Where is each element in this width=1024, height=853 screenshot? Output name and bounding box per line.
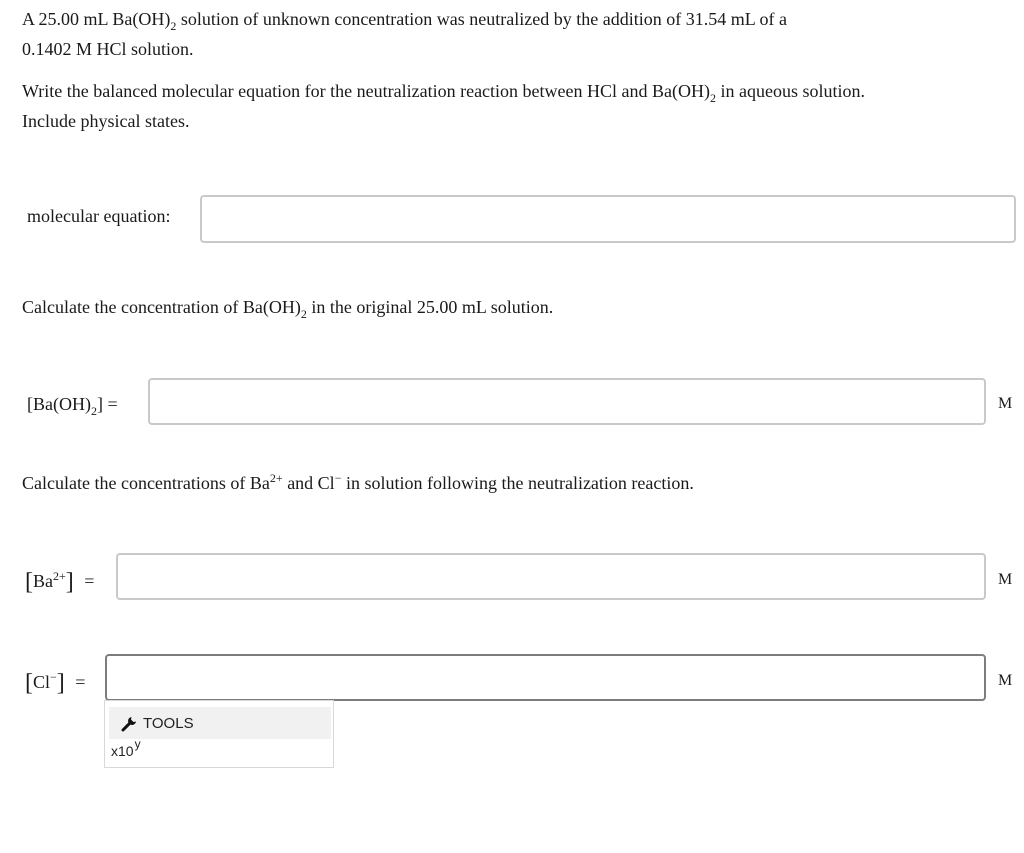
prompt-text: Calculate the concentrations of Ba [22, 473, 270, 493]
tools-panel [104, 700, 334, 768]
tools-button[interactable] [109, 707, 331, 739]
ba-ion-concentration-label [25, 568, 95, 595]
prompt-text: Calculate the concentration of Ba(OH) [22, 297, 301, 317]
x10-label: x10 [111, 743, 134, 759]
subscript: 2 [710, 91, 716, 105]
scientific-notation-button[interactable] [111, 737, 141, 759]
cl-ion-unit-label: M [998, 672, 1013, 689]
q3-prompt [22, 471, 694, 493]
q1-prompt-line-2 [22, 112, 189, 130]
tools-label: TOOLS [143, 714, 194, 732]
field-label: Ba [33, 571, 53, 591]
x10-exponent: y [134, 737, 141, 751]
prompt-text: Include physical states. [22, 111, 190, 131]
baoh2-concentration-label [27, 394, 118, 418]
superscript: 2+ [53, 569, 66, 583]
baoh2-concentration-input[interactable] [148, 378, 986, 425]
superscript: − [334, 471, 342, 485]
field-label: molecular equation: [27, 206, 171, 226]
problem-line-1 [22, 9, 788, 33]
superscript: 2+ [269, 471, 283, 485]
bracket-open: [ [25, 670, 33, 696]
problem-text: solution of unknown concentration was neutralized by the addition of 31.54 mL of a [176, 9, 788, 29]
prompt-text: in solution following the neutralization reaction. [341, 473, 694, 493]
baoh2-unit-label: M [998, 395, 1013, 412]
molecular-equation-input[interactable] [200, 195, 1016, 243]
problem-text: 0.1402 M HCl solution. [22, 39, 194, 59]
prompt-text: and Cl [282, 473, 335, 493]
bracket-close: ] [56, 670, 65, 696]
ba-ion-unit-label: M [998, 571, 1013, 588]
equals-sign: = [84, 571, 95, 591]
bracket-open: [ [25, 569, 33, 595]
q1-prompt-line-1 [22, 81, 865, 105]
subscript: 2 [90, 404, 97, 418]
problem-line-2 [22, 40, 194, 58]
problem-text: A 25.00 mL Ba(OH) [22, 9, 171, 29]
wrench-icon [121, 714, 139, 732]
cl-ion-concentration-input[interactable] [105, 654, 986, 701]
molecular-equation-label [27, 207, 170, 225]
prompt-text: in aqueous solution. [716, 81, 865, 101]
ba-ion-concentration-input[interactable] [116, 553, 986, 600]
bracket-close: ] [65, 569, 74, 595]
field-label: Cl [33, 672, 51, 692]
prompt-text: in the original 25.00 mL solution. [306, 297, 554, 317]
prompt-text: Write the balanced molecular equation for the neutralization reaction between HCl and Ba(OH) [22, 81, 710, 101]
subscript: 2 [170, 19, 177, 33]
q2-prompt [22, 297, 554, 321]
superscript: − [50, 670, 57, 684]
cl-ion-concentration-label [25, 669, 86, 696]
field-label: ] = [96, 394, 118, 414]
equals-sign: = [75, 672, 86, 692]
field-label: [Ba(OH) [27, 394, 91, 414]
subscript: 2 [300, 307, 307, 321]
